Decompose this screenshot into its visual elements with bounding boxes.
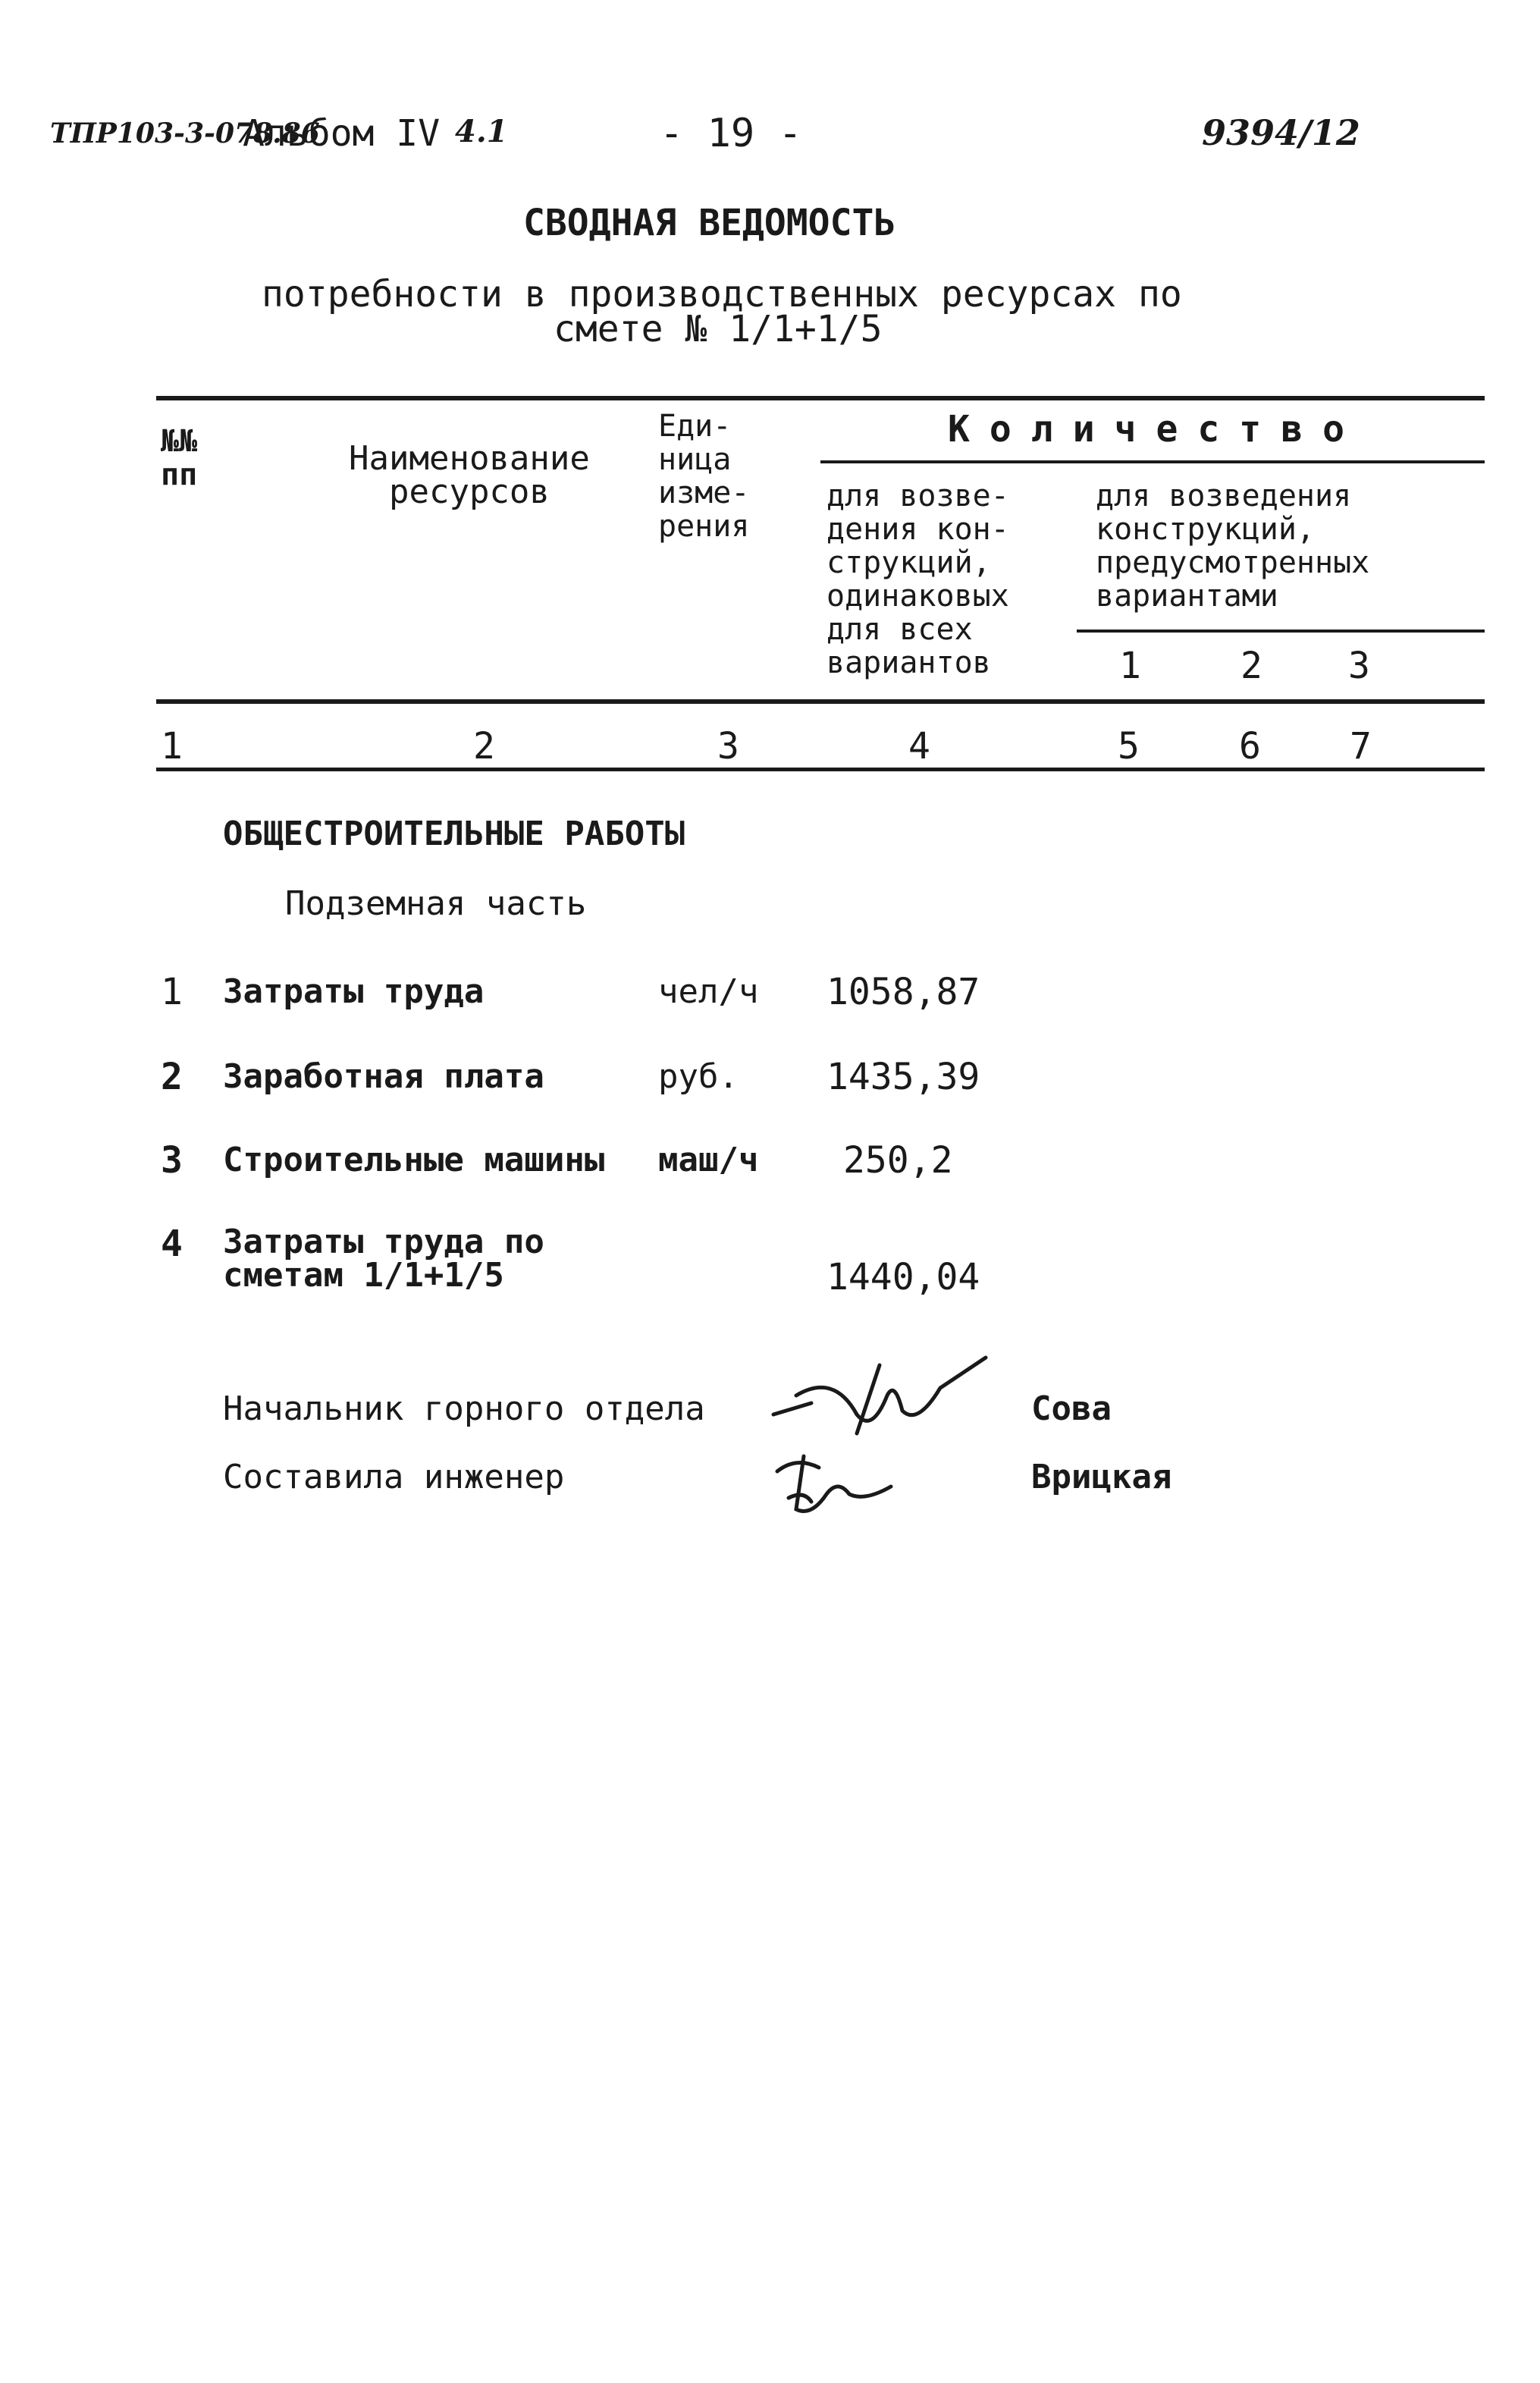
header-qty-common-line1: для возве-	[826, 479, 1009, 513]
row-1-value: 1058,87	[826, 971, 980, 1013]
row-3-number: 3	[161, 1139, 183, 1182]
row-4-name	[223, 1223, 544, 1295]
header-col-quantity-variants	[1096, 479, 1369, 613]
column-number-3: 3	[717, 725, 739, 768]
document-subtitle-line2: смете № 1/1+1/5	[554, 308, 883, 350]
header-col-name	[349, 439, 590, 511]
variant-label-2: 2	[1240, 645, 1262, 687]
variant-label-1: 1	[1119, 645, 1141, 687]
signature-2-role: Составила инженер	[223, 1458, 565, 1496]
header-col-unit-line4: рения	[658, 509, 750, 544]
header-col-name-line1: Наименование	[349, 439, 590, 478]
header-col-unit	[658, 410, 749, 543]
row-2-value: 1435,39	[826, 1056, 980, 1098]
column-number-rule	[156, 768, 1485, 771]
signature-2-mark	[766, 1426, 902, 1524]
signature-1-name: Сова	[1031, 1389, 1112, 1428]
section-title: ОБЩЕСТРОИТЕЛЬНЫЕ РАБОТЫ	[223, 815, 685, 853]
header-col-name-line2: ресурсов	[388, 473, 550, 511]
header-col-number	[161, 425, 197, 491]
signature-1-role: Начальник горного отдела	[223, 1389, 705, 1428]
table-top-rule	[156, 396, 1485, 400]
document-code-right: 9394/12	[1202, 112, 1360, 153]
variant-label-3: 3	[1348, 645, 1370, 687]
header-qty-variants-line2: конструкций,	[1096, 512, 1315, 547]
row-2-name: Заработная плата	[223, 1057, 544, 1096]
row-3-value: 250,2	[843, 1139, 953, 1182]
header-qty-common-line5: для всех	[826, 612, 973, 647]
header-col-quantity-common	[826, 479, 1009, 680]
row-4-name-line2: сметам 1/1+1/5	[223, 1256, 504, 1295]
header-col-unit-line2: ница	[658, 442, 732, 477]
column-number-6: 6	[1239, 725, 1261, 768]
row-4-name-line1: Затраты труда по	[223, 1223, 544, 1261]
page-number: - 19 -	[660, 111, 802, 156]
signature-2-name: Врицкая	[1031, 1458, 1172, 1496]
row-2-unit: руб.	[658, 1057, 739, 1096]
row-1-number: 1	[161, 971, 183, 1013]
header-qty-common-line3: струкций,	[826, 545, 991, 580]
header-qty-variants-line3: предусмотренных	[1096, 545, 1370, 580]
album-label: Альбом IV	[243, 112, 441, 155]
document-code-left: ТПР103-3-078.86	[50, 118, 320, 149]
row-3-unit: маш/ч	[658, 1141, 759, 1179]
variants-divider-rule	[1077, 630, 1485, 633]
row-2-number: 2	[161, 1056, 183, 1098]
table-header-bottom-rule	[156, 699, 1485, 704]
row-1-unit: чел/ч	[658, 972, 759, 1011]
header-qty-variants-line4: вариантами	[1096, 579, 1278, 614]
quantity-divider-rule	[820, 460, 1485, 463]
column-number-5: 5	[1118, 725, 1140, 768]
header-col-number-line1: №№	[161, 424, 198, 459]
header-qty-common-line2: дения кон-	[826, 512, 1009, 547]
row-4-number: 4	[161, 1223, 183, 1265]
header-col-number-line2: пп	[161, 457, 198, 492]
row-1-name: Затраты труда	[223, 972, 485, 1011]
column-number-2: 2	[473, 725, 495, 768]
header-qty-variants-line1: для возведения	[1096, 479, 1352, 513]
album-mark: 4.1	[455, 114, 508, 149]
column-number-1: 1	[161, 725, 183, 768]
header-col-unit-line1: Еди-	[658, 409, 732, 444]
row-3-name: Строительные машины	[223, 1141, 605, 1179]
document-title: СВОДНАЯ ВЕДОМОСТЬ	[523, 202, 896, 244]
header-col-unit-line3: изме-	[658, 476, 750, 510]
row-4-value: 1440,04	[826, 1256, 980, 1298]
column-number-7: 7	[1350, 725, 1372, 768]
header-col-quantity: Количество	[948, 408, 1364, 451]
document-subtitle-line1: потребности в производственных ресурсах по	[262, 273, 1182, 316]
header-qty-common-line6: вариантов	[826, 645, 991, 680]
column-number-4: 4	[908, 725, 930, 768]
header-qty-common-line4: одинаковых	[826, 579, 1009, 614]
subsection-title: Подземная часть	[285, 884, 587, 923]
